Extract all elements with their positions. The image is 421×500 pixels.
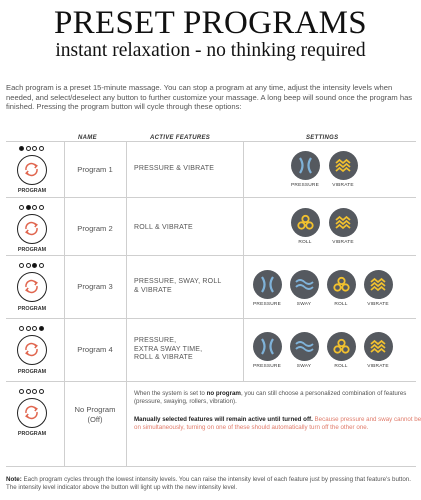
setting-label: ROLL [334, 364, 348, 369]
intensity-dot [19, 205, 24, 210]
vibrate-icon [364, 270, 393, 299]
program-button-icon [17, 155, 47, 185]
intensity-dots [19, 326, 44, 331]
intensity-dots [19, 389, 44, 394]
setting-label: VIBRATE [367, 302, 389, 307]
program-button [6, 255, 62, 318]
setting-label: SWAY [296, 364, 312, 369]
active-features: PRESSURE, EXTRA SWAY TIME, ROLL & VIBRATE [134, 337, 203, 362]
intensity-dot [19, 263, 24, 268]
pressure-icon [253, 270, 282, 299]
setting-vibrate [358, 270, 398, 307]
vibrate-icon [329, 151, 358, 180]
program-button-label: PROGRAM [17, 306, 47, 312]
program-name: Program 3 [77, 282, 113, 291]
intensity-dot [39, 146, 44, 151]
intensity-dot [39, 389, 44, 394]
setting-sway [284, 270, 324, 307]
vibrate-icon [364, 332, 393, 361]
intensity-dot [26, 146, 31, 151]
setting-label: ROLL [334, 302, 348, 307]
table-row [6, 141, 416, 197]
setting-label: ROLL [298, 240, 312, 245]
table-divider [6, 466, 416, 467]
program-name: Program 4 [77, 345, 113, 354]
program-button-label: PROGRAM [17, 188, 47, 194]
intensity-dot [39, 263, 44, 268]
setting-label: SWAY [296, 302, 312, 307]
program-button [6, 318, 62, 381]
intensity-dot [26, 263, 31, 268]
setting-vibrate [358, 332, 398, 369]
program-name: No Program (Off) [74, 405, 116, 424]
program-name: Program 1 [77, 165, 113, 174]
setting-label: PRESSURE [291, 183, 319, 188]
intensity-dots [19, 205, 44, 210]
note-paragraph: Note: Each program cycles through the lowest intensity levels. You can raise the intensity level of each feature just by pressing that feature's button. The intensity level indicator above the button will light up with the new intensity level. [6, 476, 411, 491]
intensity-dot [32, 389, 37, 394]
intensity-dot [19, 146, 24, 151]
program-button [6, 381, 62, 466]
header-name: NAME [78, 135, 97, 141]
intensity-dot [19, 326, 24, 331]
setting-pressure [247, 332, 287, 369]
active-features: ROLL & VIBRATE [134, 224, 193, 231]
program-button-label: PROGRAM [17, 369, 47, 375]
header-settings: SETTINGS [306, 135, 339, 141]
pressure-icon [291, 151, 320, 180]
no-program-warning: Manually selected features will remain active until turned off. Because pressure and sway cannot be on simultaneously, turning on one of these should automatically turn off the other one. [134, 416, 421, 431]
page-title: PRESET PROGRAMS [54, 5, 367, 41]
table-row-no-program [6, 381, 421, 466]
intensity-dot [26, 389, 31, 394]
program-name: Program 2 [77, 224, 113, 233]
setting-label: PRESSURE [253, 302, 281, 307]
program-button-label: PROGRAM [17, 247, 47, 253]
program-button-label: PROGRAM [17, 431, 47, 437]
setting-vibrate [323, 151, 363, 188]
program-button-icon [17, 214, 47, 244]
intensity-dot [39, 326, 44, 331]
program-button [6, 141, 62, 197]
active-features: PRESSURE & VIBRATE [134, 165, 215, 172]
intensity-dot [32, 263, 37, 268]
page-subtitle: instant relaxation - no thinking required [55, 40, 366, 61]
active-features: PRESSURE, SWAY, ROLL & VIBRATE [134, 278, 222, 294]
roll-icon [327, 270, 356, 299]
setting-label: PRESSURE [253, 364, 281, 369]
setting-pressure [285, 151, 325, 188]
setting-label: VIBRATE [332, 240, 354, 245]
intensity-dot [39, 205, 44, 210]
table-row [6, 318, 416, 381]
header-features: ACTIVE FEATURES [150, 135, 211, 141]
intensity-dot [26, 205, 31, 210]
intensity-dot [32, 326, 37, 331]
intensity-dots [19, 263, 44, 268]
intensity-dot [32, 146, 37, 151]
intensity-dot [26, 326, 31, 331]
table-row [6, 255, 416, 318]
setting-sway [284, 332, 324, 369]
no-program-description: When the system is set to no program, you can still choose a personalized combination of features (pressure, swaying, rollers, vibration). [134, 390, 407, 405]
setting-roll [321, 332, 361, 369]
setting-pressure [247, 270, 287, 307]
intro-paragraph: Each program is a preset 15-minute massage. You can stop a program at any time, adjust the intensity levels when needed, and select/deselect any button to further customize your massage. A long beep will sound once the program has finished. Pressing the program button will cycle through these options: [6, 83, 413, 112]
roll-icon [327, 332, 356, 361]
sway-icon [290, 270, 319, 299]
program-button-icon [17, 335, 47, 365]
setting-vibrate [323, 208, 363, 245]
setting-roll [321, 270, 361, 307]
intensity-dot [32, 205, 37, 210]
vibrate-icon [329, 208, 358, 237]
pressure-icon [253, 332, 282, 361]
setting-label: VIBRATE [367, 364, 389, 369]
program-button [6, 197, 62, 255]
program-button-icon [17, 398, 47, 428]
roll-icon [291, 208, 320, 237]
sway-icon [290, 332, 319, 361]
table-row [6, 197, 416, 255]
program-button-icon [17, 272, 47, 302]
setting-roll [285, 208, 325, 245]
setting-label: VIBRATE [332, 183, 354, 188]
intensity-dots [19, 146, 44, 151]
intensity-dot [19, 389, 24, 394]
